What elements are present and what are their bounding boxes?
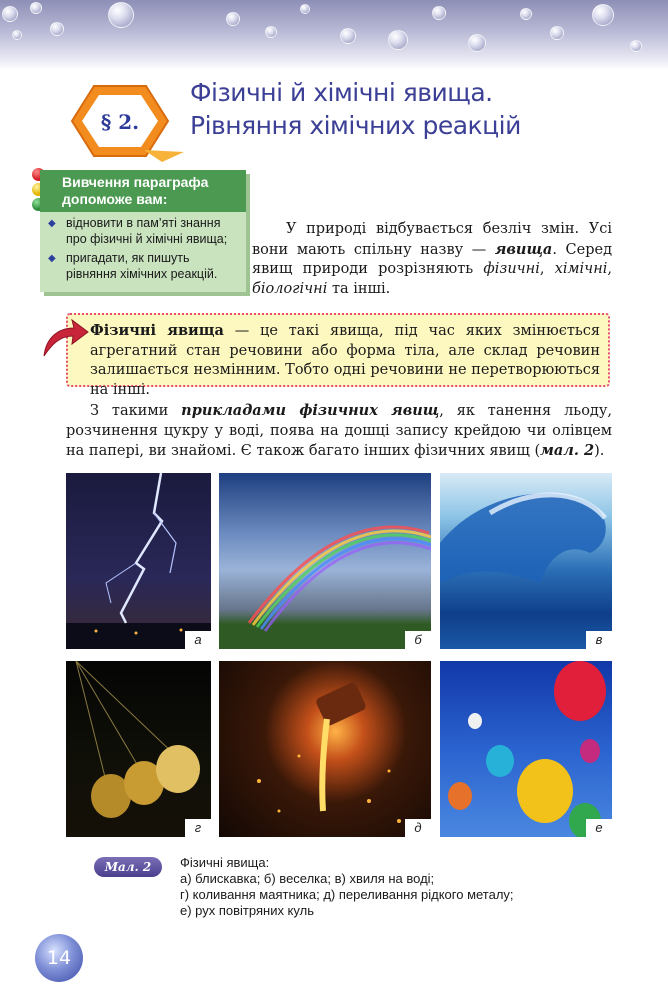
- photo-rainbow: [219, 473, 431, 649]
- caption-line: Фізичні явища:: [180, 855, 270, 870]
- bubble-decoration: [30, 2, 42, 14]
- bubble-decoration: [630, 40, 642, 52]
- term-text: прикладами фізичних явищ: [181, 402, 440, 419]
- text-run: ,: [539, 261, 555, 277]
- text-run: У природі відбувається безліч змін. Усі вони мають спільну назву —: [252, 221, 612, 258]
- bubble-decoration: [388, 30, 408, 50]
- title-line: Рівняння хімічних реакцій: [190, 111, 521, 140]
- section-number: § 2.: [100, 110, 140, 134]
- photo-letter: в: [586, 631, 612, 649]
- text-run: , як танення льоду, розчинення цукру у воді, поява на дошці запису крейдою чи олівцем на папері, ви знайомі. Є також багато інших фізичних явищ (: [66, 403, 612, 459]
- bubble-decoration: [226, 12, 240, 26]
- study-goals-heading: [40, 170, 246, 212]
- caption-line: г) коливання маятника; д) переливання рідкого металу;: [180, 887, 514, 902]
- title-line: Фізичні й хімічні явища.: [190, 78, 493, 107]
- study-goals-list: [40, 212, 246, 282]
- text-run: ).: [594, 443, 605, 459]
- bubble-decoration: [592, 4, 614, 26]
- text-run: . Серед явищ природи розрізняють: [252, 241, 612, 277]
- photo-letter: б: [405, 631, 431, 649]
- text-run: З такими: [90, 403, 182, 419]
- bubble-decoration: [50, 22, 64, 36]
- figure-ref: мал. 2: [540, 442, 595, 459]
- term-text: фізичні: [483, 261, 540, 277]
- term-text: біологічні: [252, 280, 328, 297]
- text-run: та інші.: [327, 280, 391, 297]
- term-text: хімічні: [554, 261, 608, 277]
- list-item-text: пригадати, як пишуть рівняння хімічних реакцій.: [66, 251, 218, 281]
- curved-arrow-icon: [40, 316, 90, 366]
- diamond-bullet-icon: ◆: [48, 253, 56, 264]
- study-heading-line: допоможе вам:: [62, 191, 168, 207]
- bubble-decoration: [265, 26, 277, 38]
- term-text: явища: [494, 240, 553, 258]
- text-run: ,: [607, 261, 612, 277]
- photo-molten-metal: [219, 661, 431, 837]
- section-title: [190, 76, 521, 142]
- header-band: [0, 0, 668, 70]
- bubble-decoration: [520, 8, 532, 20]
- study-goals-box: [40, 170, 246, 292]
- wave-illustration: [440, 473, 612, 649]
- caption-line: е) рух повітряних куль: [180, 903, 314, 918]
- photo-letter: а: [185, 631, 211, 649]
- lightning-illustration: [66, 473, 211, 649]
- bubble-decoration: [432, 6, 446, 20]
- photo-lightning: [66, 473, 211, 649]
- definition-text: — це такі явища, під час яких змінюється агрегатний стан речовини або форма тіла, але склад речовин залишається незмінним. Тобто одні речовини не перетворюються на інші.: [90, 323, 601, 398]
- figure-caption: [180, 855, 514, 919]
- photo-letter: д: [405, 819, 431, 837]
- definition-term: Фізичні явища: [90, 322, 224, 339]
- caption-line: а) блискавка; б) веселка; в) хвиля на воді;: [180, 871, 435, 886]
- photo-letter: е: [586, 819, 612, 837]
- balloons-illustration: [440, 661, 612, 837]
- figure-label: Мал. 2: [94, 857, 162, 877]
- page-number: 14: [35, 934, 83, 982]
- definition-box: [66, 313, 610, 398]
- bubble-decoration: [300, 4, 310, 14]
- intro-paragraph: [252, 220, 612, 299]
- bubble-decoration: [550, 26, 564, 40]
- study-heading-line: Вивчення параграфа: [62, 174, 209, 190]
- list-item: [48, 250, 240, 282]
- bubble-decoration: [12, 30, 22, 40]
- rainbow-illustration: [219, 473, 431, 649]
- bubble-decoration: [340, 28, 356, 44]
- diamond-bullet-icon: ◆: [48, 218, 56, 229]
- photo-pendulum: [66, 661, 211, 837]
- examples-paragraph: [66, 401, 612, 462]
- list-item-text: відновити в пам’яті знання про фізичні й хімічні явища;: [66, 216, 228, 246]
- molten-metal-illustration: [219, 661, 431, 837]
- bubble-decoration: [2, 6, 18, 22]
- bubble-decoration: [108, 2, 134, 28]
- pendulum-illustration: [66, 661, 211, 837]
- list-item: [48, 215, 240, 247]
- photo-hot-air-balloons: [440, 661, 612, 837]
- bubble-decoration: [468, 34, 486, 52]
- photo-letter: г: [185, 819, 211, 837]
- photo-wave: [440, 473, 612, 649]
- section-badge: [66, 76, 184, 166]
